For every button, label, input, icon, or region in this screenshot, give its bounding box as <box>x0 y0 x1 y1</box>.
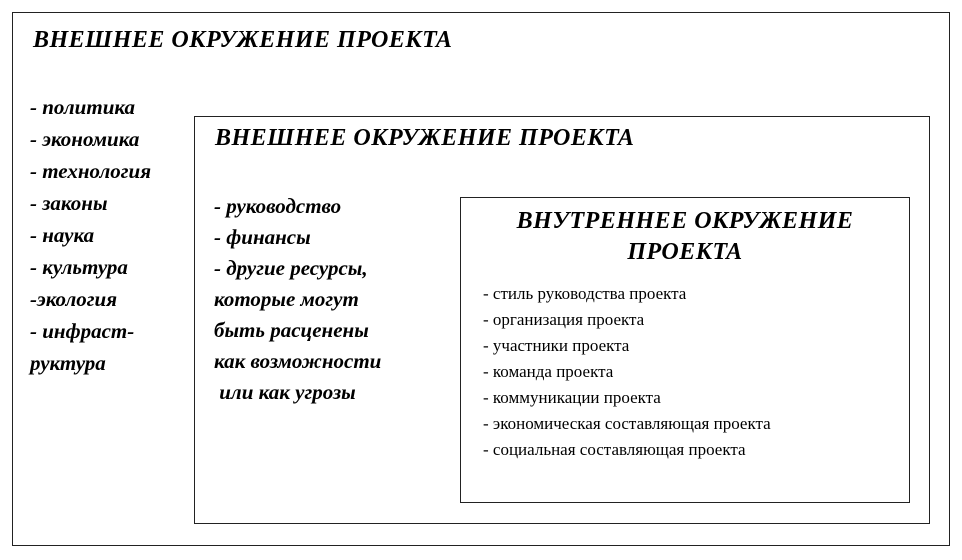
outer-factor-item: - политика <box>30 95 135 119</box>
inner-factor-item: - социальная составляющая проекта <box>483 440 746 459</box>
middle-factor-item: которые могут <box>214 287 359 311</box>
inner-factor-item: - участники проекта <box>483 336 630 355</box>
middle-factor-item: или как угрозы <box>214 380 356 404</box>
middle-factor-item: быть расценены <box>214 318 369 342</box>
inner-factor-item: - организация проекта <box>483 310 645 329</box>
inner-title-line2: ПРОЕКТА <box>627 239 743 265</box>
middle-factor-item: - другие ресурсы, <box>214 256 368 280</box>
middle-environment-factor-list <box>214 191 381 408</box>
inner-factor-item: - экономическая составляющая проекта <box>483 414 771 433</box>
outer-environment-title: ВНЕШНЕЕ ОКРУЖЕНИЕ ПРОЕКТА <box>33 27 453 53</box>
inner-title-line1: ВНУТРЕННЕЕ ОКРУЖЕНИЕ <box>516 208 854 234</box>
middle-factor-item: - руководство <box>214 194 342 218</box>
inner-factor-item: - коммуникации проекта <box>483 388 661 407</box>
inner-factor-item: - стиль руководства проекта <box>483 284 687 303</box>
outer-factor-item: - наука <box>30 223 95 247</box>
middle-environment-title: ВНЕШНЕЕ ОКРУЖЕНИЕ ПРОЕКТА <box>215 125 635 151</box>
inner-environment-factor-list <box>483 281 771 463</box>
inner-factor-item: - команда проекта <box>483 362 614 381</box>
outer-factor-item: - законы <box>30 191 108 215</box>
outer-factor-item: - культура <box>30 255 128 279</box>
middle-factor-item: - финансы <box>214 225 311 249</box>
outer-factor-item: -экология <box>30 287 118 311</box>
outer-factor-item: - технология <box>30 159 152 183</box>
outer-factor-item: - экономика <box>30 127 140 151</box>
outer-factor-item: руктура <box>30 351 106 375</box>
inner-environment-box <box>460 197 910 503</box>
middle-factor-item: как возможности <box>214 349 382 373</box>
inner-environment-title <box>461 206 909 268</box>
outer-environment-factor-list <box>30 91 151 379</box>
outer-factor-item: - инфраст- <box>30 319 135 343</box>
